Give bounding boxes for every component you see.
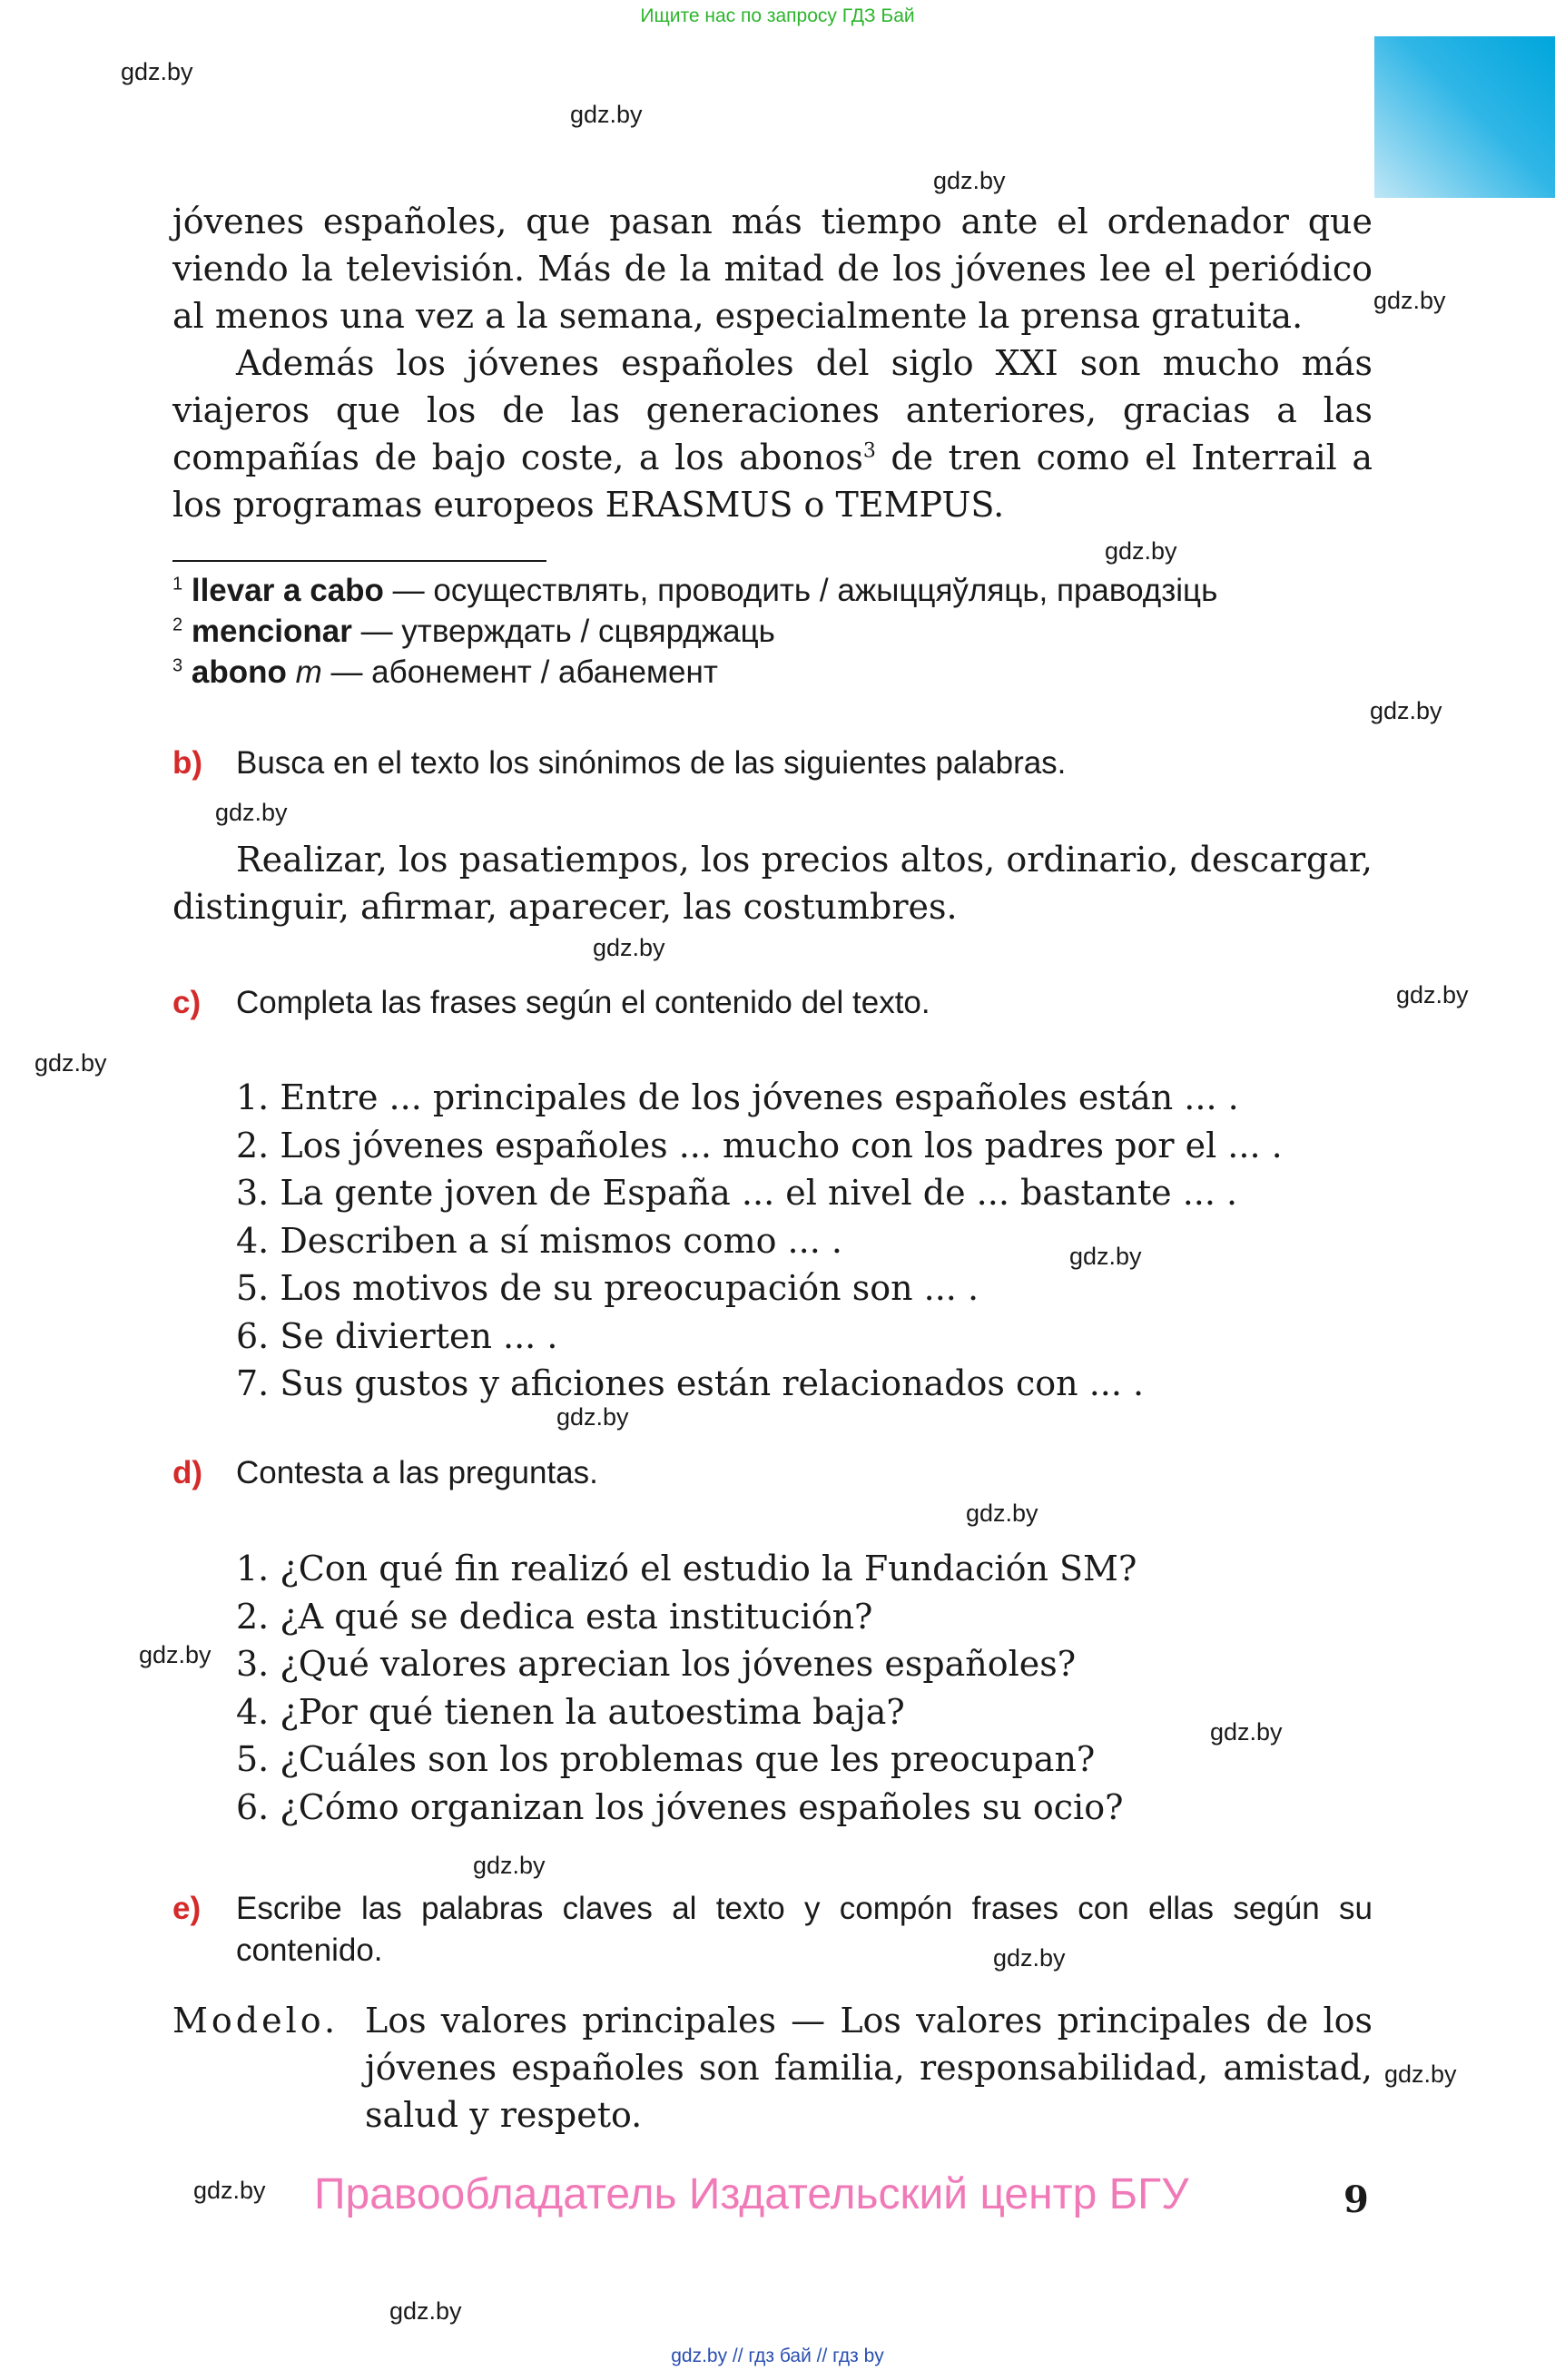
modelo bbox=[172, 1997, 1373, 2139]
watermark: gdz.by bbox=[933, 167, 1006, 194]
task-c-list bbox=[236, 1074, 1373, 1408]
watermark: gdz.by bbox=[389, 2297, 462, 2325]
footer-links: gdz.by // гдз бай // гдз by bbox=[671, 2346, 884, 2366]
watermark: gdz.by bbox=[215, 799, 288, 826]
task-d-list bbox=[236, 1545, 1373, 1831]
list-item: 3. ¿Qué valores aprecian los jóvenes españoles? bbox=[236, 1644, 1077, 1684]
watermark: gdz.by bbox=[570, 101, 643, 128]
footnote-definition: — абонемент / абанемент bbox=[321, 654, 718, 690]
watermark: gdz.by bbox=[473, 1852, 546, 1879]
footnote-number: 1 bbox=[172, 574, 183, 595]
watermark: gdz.by bbox=[1373, 287, 1446, 314]
watermark: gdz.by bbox=[556, 1403, 629, 1431]
watermark: gdz.by bbox=[1210, 1718, 1283, 1746]
task-d bbox=[172, 1452, 1373, 1494]
list-item: 4. Describen a sí mismos como ... . bbox=[236, 1220, 842, 1261]
paragraph-2-end: de tren como el Interrail a los programas europeos ERASMUS o TEMPUS. bbox=[172, 438, 1373, 525]
footnote-term: abono bbox=[191, 654, 287, 690]
footnote-2 bbox=[172, 611, 775, 652]
footnote-gender: m bbox=[295, 654, 322, 690]
watermark: gdz.by bbox=[34, 1049, 107, 1077]
footnote-term: llevar a cabo bbox=[191, 573, 384, 608]
footnote-definition: — утверждать / сцвярджаць bbox=[351, 614, 775, 649]
task-instruction: Contesta a las preguntas. bbox=[236, 1455, 598, 1490]
main-text bbox=[172, 198, 1373, 528]
footnote-divider bbox=[172, 560, 546, 562]
list-item: 3. La gente joven de España ... el nivel de ... bastante ... . bbox=[236, 1173, 1238, 1213]
paragraph-2 bbox=[172, 339, 1373, 528]
watermark: gdz.by bbox=[193, 2177, 266, 2204]
footnote-term: mencionar bbox=[191, 614, 352, 649]
watermark: gdz.by bbox=[1370, 697, 1442, 724]
footnote-ref-3: 3 bbox=[862, 439, 876, 463]
task-c bbox=[172, 982, 1373, 1024]
task-letter: b) bbox=[172, 745, 203, 781]
footnote-1 bbox=[172, 570, 1217, 611]
footnote-3 bbox=[172, 652, 718, 693]
paragraph-2-text: Además los jóvenes españoles del siglo XXI son mucho más viajeros que los de las generaciones anteriores, gracias a las compañías de bajo coste, a los abonos bbox=[172, 343, 1373, 477]
modelo-text: Los valores principales — Los valores principales de los jóvenes españoles son familia, responsabilidad, amistad, salud y respeto. bbox=[365, 2001, 1373, 2135]
watermark: gdz.by bbox=[1105, 537, 1177, 565]
list-item: 1. Entre ... principales de los jóvenes españoles están ... . bbox=[236, 1077, 1239, 1117]
footnote-number: 2 bbox=[172, 615, 183, 635]
watermark: gdz.by bbox=[1384, 2060, 1457, 2088]
watermark: gdz.by bbox=[966, 1500, 1038, 1527]
paragraph-1: jóvenes españoles, que pasan más tiempo ante el ordenador que viendo la televisión. Más de la mitad de los jóvenes lee el periódico al menos una vez a la semana, especialmente la prensa gratuita. bbox=[172, 202, 1373, 336]
task-instruction: Completa las frases según el contenido del texto. bbox=[236, 985, 930, 1020]
task-letter: d) bbox=[172, 1455, 203, 1490]
list-item: 2. ¿A qué se dedica esta institución? bbox=[236, 1596, 873, 1637]
task-b-content: Realizar, los pasatiempos, los precios altos, ordinario, descargar, distinguir, afirmar, aparecer, las costumbres. bbox=[172, 840, 1373, 927]
corner-decoration bbox=[1374, 36, 1555, 198]
list-item: 1. ¿Con qué fin realizó el estudio la Fundación SM? bbox=[236, 1549, 1137, 1588]
footnote-definition: — осуществлять, проводить / ажыццяўляць, праводзіць bbox=[383, 573, 1218, 608]
task-letter: e) bbox=[172, 1891, 202, 1926]
task-letter: c) bbox=[172, 985, 202, 1020]
watermark: gdz.by bbox=[993, 1944, 1066, 1972]
task-e bbox=[172, 1888, 1373, 1972]
list-item: 6. Se divierten ... . bbox=[236, 1315, 558, 1356]
watermark: gdz.by bbox=[593, 934, 665, 961]
top-banner: Ищите нас по запросу ГДЗ Бай bbox=[640, 5, 915, 26]
task-instruction: Busca en el texto los sinónimos de las siguientes palabras. bbox=[236, 745, 1067, 781]
list-item: 5. Los motivos de su preocupación son ... . bbox=[236, 1268, 979, 1308]
list-item: 5. ¿Cuáles son los problemas que les preocupan? bbox=[236, 1739, 1096, 1779]
copyright-notice: Правообладатель Издательский центр БГУ bbox=[314, 2170, 1189, 2218]
modelo-label: Modelo. bbox=[172, 2001, 340, 2041]
list-item: 7. Sus gustos y aficiones están relacionados con ... . bbox=[236, 1363, 1145, 1403]
watermark: gdz.by bbox=[1069, 1243, 1142, 1270]
page-number: 9 bbox=[1343, 2178, 1369, 2221]
task-b bbox=[172, 743, 1373, 784]
list-item: 6. ¿Cómo organizan los jóvenes españoles su ocio? bbox=[236, 1786, 1124, 1827]
list-item: 4. ¿Por qué tienen la autoestima baja? bbox=[236, 1691, 905, 1732]
list-item: 2. Los jóvenes españoles ... mucho con los padres por el ... . bbox=[236, 1125, 1283, 1165]
watermark: gdz.by bbox=[121, 58, 193, 85]
watermark: gdz.by bbox=[139, 1641, 212, 1668]
watermark: gdz.by bbox=[1396, 981, 1469, 1008]
footnote-number: 3 bbox=[172, 655, 183, 676]
task-instruction: Escribe las palabras claves al texto y compón frases con ellas según su contenido. bbox=[236, 1891, 1373, 1968]
